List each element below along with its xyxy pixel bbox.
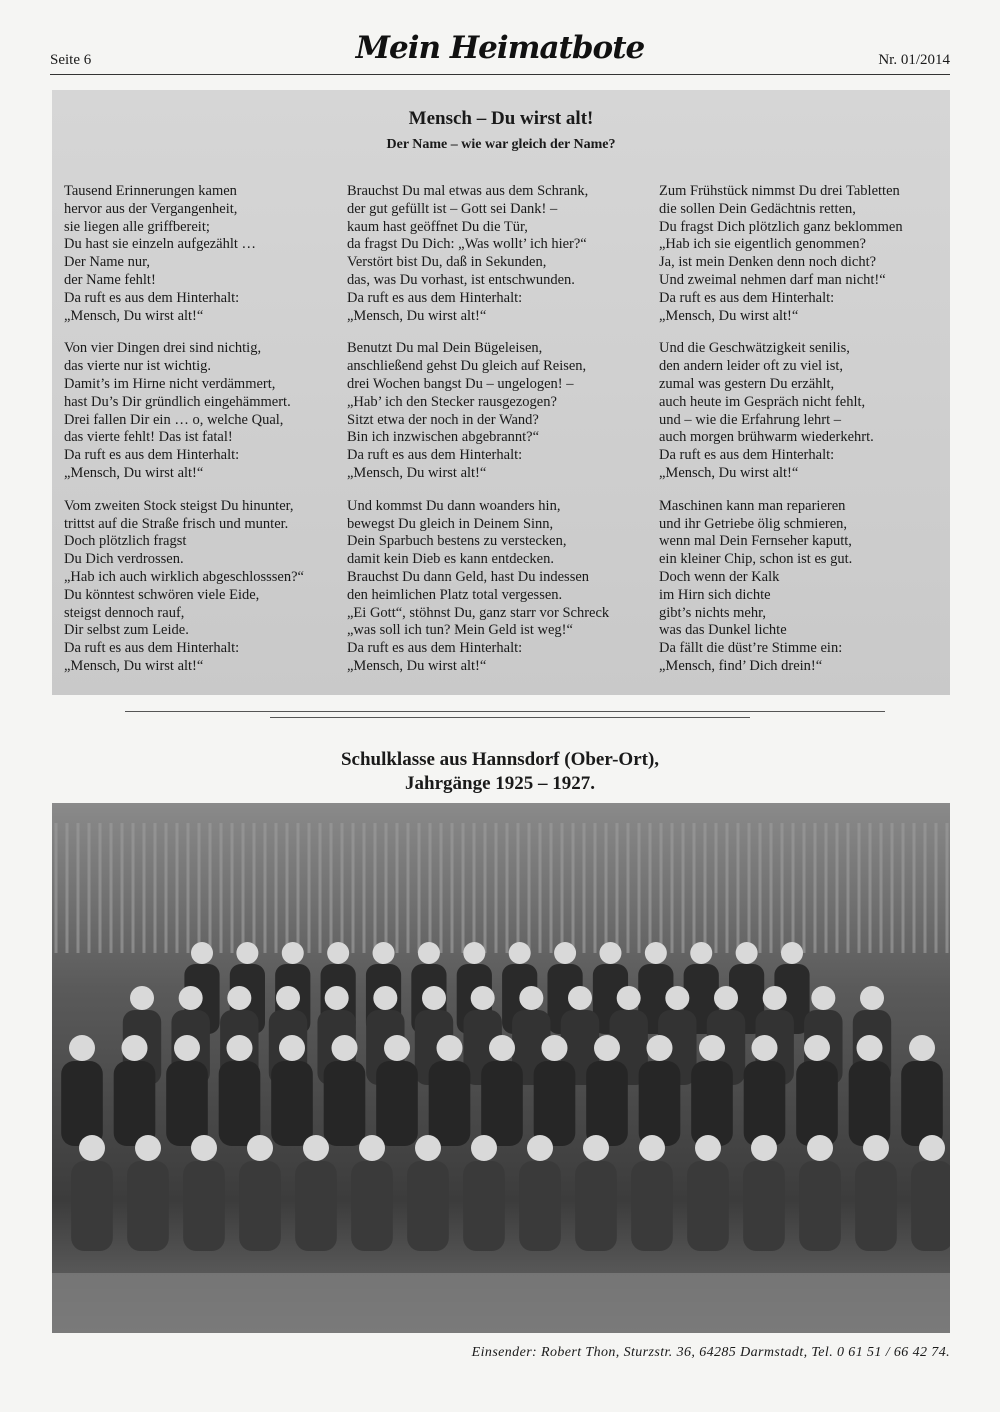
page-header — [50, 30, 950, 75]
poem-line: Du hast sie einzeln aufgezählt … — [64, 236, 257, 253]
poem-line: „Mensch, Du wirst alt!“ — [347, 657, 487, 674]
poem-line: der Name fehlt! — [64, 271, 156, 288]
poem-line: was das Dunkel lichte — [659, 622, 787, 639]
poem-line: Vom zweiten Stock steigst Du hinunter, — [64, 497, 294, 514]
poem-line: und ihr Getriebe ölig schmieren, — [659, 515, 848, 532]
poem-line: damit kein Dieb es kann entdecken. — [347, 551, 554, 568]
poem-column-1 — [64, 183, 354, 691]
poem-line: Du fragst Dich plötzlich ganz beklommen — [659, 218, 903, 235]
photo-title — [0, 748, 1000, 796]
poem-line: Brauchst Du mal etwas aus dem Schrank, — [347, 183, 589, 199]
poem-line: „Mensch, Du wirst alt!“ — [659, 307, 799, 324]
poem-line: Du Dich verdrossen. — [64, 551, 184, 568]
poem-line: Da fällt die düst’re Stimme ein: — [659, 640, 843, 657]
poem-line: den heimlichen Platz total vergessen. — [347, 586, 563, 603]
poem-line: ein kleiner Chip, schon ist es gut. — [659, 551, 853, 568]
poem-stanza — [347, 498, 637, 676]
class-photo — [52, 803, 950, 1333]
poem-line: den andern leider oft zu viel ist, — [659, 358, 844, 375]
photo-title-line-1: Schulklasse aus Hannsdorf (Ober-Ort), — [340, 749, 660, 770]
page-number: Seite 6 — [50, 52, 92, 68]
poem-line: Und zweimal nehmen darf man nicht!“ — [659, 271, 886, 288]
poem-line: „Mensch, Du wirst alt!“ — [347, 464, 487, 481]
poem-line: hervor aus der Vergangenheit, — [64, 200, 238, 217]
poem-line: Dein Sparbuch bestens zu verstecken, — [347, 533, 567, 550]
poem-line: Da ruft es aus dem Hinterhalt: — [347, 289, 523, 306]
poem-line: Ja, ist mein Denken denn noch dicht? — [659, 254, 877, 271]
poem-column-3 — [659, 183, 949, 691]
poem-line: Dir selbst zum Leide. — [64, 622, 189, 639]
issue-number: Nr. 01/2014 — [878, 52, 950, 68]
poem-line: im Hirn sich dichte — [659, 586, 771, 603]
poem-stanza — [64, 340, 354, 482]
poem-line: auch morgen brühwarm wiederkehrt. — [659, 429, 874, 446]
poem-line: „Hab ich auch wirklich abgeschlosssen?“ — [64, 568, 304, 585]
poem-line: drei Wochen bangst Du – ungelogen! – — [347, 375, 574, 392]
poem-line: auch heute im Gespräch nicht fehlt, — [659, 393, 866, 410]
poem-line: Da ruft es aus dem Hinterhalt: — [64, 289, 240, 306]
poem-line: „Hab’ ich den Stecker rausgezogen? — [347, 393, 557, 410]
poem-line: „Mensch, Du wirst alt!“ — [64, 464, 204, 481]
poem-stanza — [659, 498, 949, 676]
poem-line: das vierte fehlt! Das ist fatal! — [64, 429, 233, 446]
poem-line: Da ruft es aus dem Hinterhalt: — [347, 640, 523, 657]
poem-line: „Mensch, Du wirst alt!“ — [64, 657, 204, 674]
poem-stanza — [64, 498, 354, 676]
poem-stanza — [347, 183, 637, 325]
poem-line: Da ruft es aus dem Hinterhalt: — [659, 447, 835, 464]
poem-line: „Mensch, Du wirst alt!“ — [347, 307, 487, 324]
poem-line: Du könntest schwören viele Eide, — [64, 586, 260, 603]
poem-line: da fragst Du Dich: „Was wollt’ ich hier?“ — [347, 236, 587, 253]
poem-line: Benutzt Du mal Dein Bügeleisen, — [347, 340, 543, 357]
poem-line: Brauchst Du dann Geld, hast Du indessen — [347, 568, 590, 585]
poem-line: Von vier Dingen drei sind nichtig, — [64, 340, 262, 357]
poem-line: das, was Du vorhast, ist entschwunden. — [347, 271, 575, 288]
poem-stanza — [659, 340, 949, 482]
poem-line: bewegst Du gleich in Deinem Sinn, — [347, 515, 554, 532]
poem-line: „Ei Gott“, stöhnst Du, ganz starr vor Schreck — [347, 604, 610, 621]
poem-line: Da ruft es aus dem Hinterhalt: — [347, 447, 523, 464]
poem-stanza — [64, 183, 354, 325]
poem-line: sie liegen alle griffbereit; — [64, 218, 210, 235]
poem-line: Da ruft es aus dem Hinterhalt: — [64, 640, 240, 657]
divider-line-short — [270, 717, 750, 718]
poem-line: die sollen Dein Gedächtnis retten, — [659, 200, 856, 217]
poem-line: Damit’s im Hirne nicht verdämmert, — [64, 375, 276, 392]
poem-line: „Mensch, Du wirst alt!“ — [64, 307, 204, 324]
poem-line: Maschinen kann man reparieren — [659, 497, 846, 514]
poem-line: „Mensch, find’ Dich drein!“ — [659, 657, 823, 674]
poem-line: und – wie die Erfahrung lehrt – — [659, 411, 842, 428]
poem-line: gibt’s nichts mehr, — [659, 604, 766, 621]
divider-line — [125, 711, 885, 712]
poem-line: Drei fallen Dir ein … o, welche Qual, — [64, 411, 284, 428]
poem-title: Mensch – Du wirst alt! — [408, 108, 594, 129]
poem-line: kaum hast geöffnet Du die Tür, — [347, 218, 528, 235]
poem-line: Zum Frühstück nimmst Du drei Tabletten — [659, 183, 900, 199]
poem-line: Bin ich inzwischen abgebrannt?“ — [347, 429, 540, 446]
poem-line: „Mensch, Du wirst alt!“ — [659, 464, 799, 481]
poem-line: das vierte nur ist wichtig. — [64, 358, 211, 375]
masthead-logo: Mein Heimatbote — [355, 30, 645, 66]
poem-box — [52, 90, 950, 695]
poem-stanza — [659, 183, 949, 325]
photo-caption: Einsender: Robert Thon, Sturzstr. 36, 64285 Darmstadt, Tel. 0 61 51 / 66 42 74. — [471, 1345, 950, 1360]
poem-line: trittst auf die Straße frisch und munter. — [64, 515, 289, 532]
poem-line: Verstört bist Du, daß in Sekunden, — [347, 254, 547, 271]
poem-line: Und kommst Du dann woanders hin, — [347, 497, 561, 514]
poem-stanza — [347, 340, 637, 482]
poem-line: Doch wenn der Kalk — [659, 568, 780, 585]
poem-line: zumal was gestern Du erzählt, — [659, 375, 835, 392]
poem-line: hast Du’s Dir gründlich eingehämmert. — [64, 393, 291, 410]
poem-line: Da ruft es aus dem Hinterhalt: — [64, 447, 240, 464]
poem-line: Tausend Erinnerungen kamen — [64, 183, 237, 199]
poem-line: Da ruft es aus dem Hinterhalt: — [659, 289, 835, 306]
poem-line: Doch plötzlich fragst — [64, 533, 187, 550]
poem-line: wenn mal Dein Fernseher kaputt, — [659, 533, 852, 550]
poem-line: Der Name nur, — [64, 254, 150, 271]
photo-title-line-2: Jahrgänge 1925 – 1927. — [405, 773, 595, 794]
poem-line: Und die Geschwätzigkeit senilis, — [659, 340, 850, 357]
poem-line: steigst dennoch rauf, — [64, 604, 185, 621]
poem-line: „Hab ich sie eigentlich genommen? — [659, 236, 866, 253]
poem-line: der gut gefüllt ist – Gott sei Dank! – — [347, 200, 558, 217]
poem-line: „was soll ich tun? Mein Geld ist weg!“ — [347, 622, 573, 639]
poem-line: anschließend gehst Du gleich auf Reisen, — [347, 358, 587, 375]
poem-line: Sitzt etwa der noch in der Wand? — [347, 411, 539, 428]
poem-column-2 — [347, 183, 637, 691]
class-photo-image — [52, 803, 950, 1333]
poem-subtitle: Der Name – wie war gleich der Name? — [386, 137, 616, 152]
